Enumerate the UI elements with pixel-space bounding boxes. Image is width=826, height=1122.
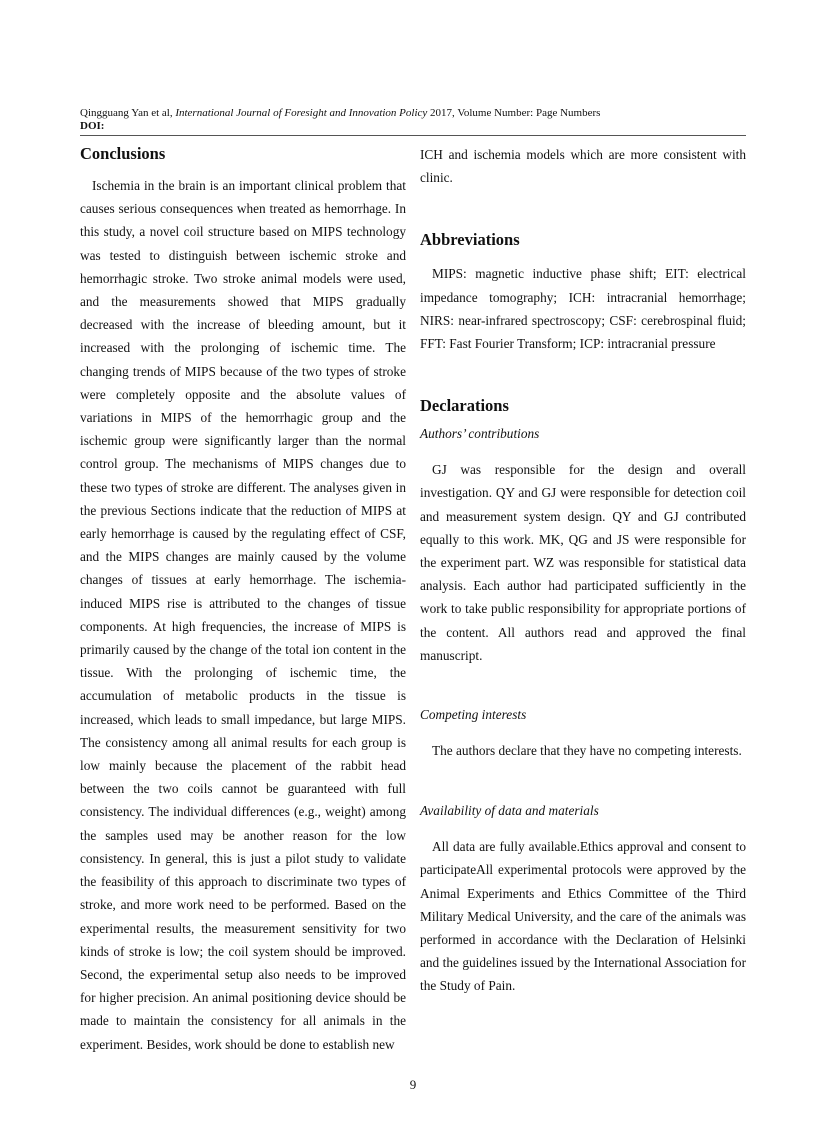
conclusions-continuation: ICH and ischemia models which are more consistent with clinic. bbox=[420, 147, 746, 186]
conclusions-heading: Conclusions bbox=[80, 144, 166, 163]
header-authors: Qingguang Yan et al, bbox=[80, 107, 173, 119]
competing-subheading: Competing interests bbox=[420, 707, 527, 723]
availability-subheading: Availability of data and materials bbox=[420, 803, 599, 819]
abbreviations-text: MIPS: magnetic inductive phase shift; EIT: electrical impedance tomography; ICH: intracranial hemorrhage; NIRS: near-infrared spectroscopy; CSF: cerebrospinal fluid; FFT: Fast Fourier Transform; ICP: intracranial pressure bbox=[420, 266, 746, 352]
contributions-text: GJ was responsible for the design and overall investigation. QY and GJ were responsible for detection coil and measurement system design. QY and GJ contributed equally to this work. MK, QG and JS were responsible for the experiment part. WZ was responsible for statistical data analysis. Each author had participated sufficiently in the work to take public responsibility for appropriate portions of the content. All authors read and approved the final manuscript. bbox=[420, 462, 746, 663]
declarations-heading: Declarations bbox=[420, 396, 509, 416]
availability-text: All data are fully available.Ethics approval and consent to participateAll experimental protocols were approved by the Animal Experiments and Ethics Committee of the Third Military Medical University, and the care of the animals was performed in accordance with the Declaration of Helsinki and the guidelines issued by the International Association for the Study of Pain. bbox=[420, 839, 746, 994]
competing-text: The authors declare that they have no competing interests. bbox=[432, 743, 742, 759]
citation-line bbox=[80, 107, 746, 120]
running-header bbox=[80, 107, 746, 133]
page-number: 9 bbox=[409, 1077, 417, 1092]
header-doi: DOI: bbox=[80, 120, 105, 132]
header-details: 2017, Volume Number: Page Numbers bbox=[430, 107, 601, 119]
header-journal: International Journal of Foresight and Innovation Policy bbox=[175, 107, 428, 119]
conclusions-paragraph: Ischemia in the brain is an important clinical problem that causes serious consequences when treated as hemorrhage. In this study, a novel coil structure based on MIPS technology was tested to distinguish between ischemic stroke and hemorrhagic stroke. Two stroke animal models were used, and the measurements showed that MIPS gradually decreased with the increase of bleeding amount, but it increased with the prolonging of ischemic time. The changing trends of MIPS because of the two types of stroke were completely opposite and the absolute values of variations in MIPS of the hemorrhagic group and the ischemic group were significantly larger than the normal control group. The mechanisms of MIPS changes due to these two types of stroke are different. The analyses given in the previous Sections indicate that the reduction of MIPS at early hemorrhage is caused by the regulating effect of CSF, and the MIPS changes are mainly caused by the volume changes of tissues at early hemorrhage. The ischemia-induced MIPS rise is attributed to the changes of tissue components. At high frequencies, the increase of MIPS is primarily caused by the change of the total ion content in the tissue. With the prolonging of ischemic time, the accumulation of metabolic products in the tissue is increased, which leads to small impedance, but large MIPS. The consistency among all animal results for each group is low mainly because the placement of the rabbit head between the two coils cannot be guaranteed with full consistency. The individual differences (e.g., weight) among the samples used may be another reason for the low consistency. In general, this is just a pilot study to validate the feasibility of this approach to discriminate two types of stroke, and more work need to be performed. Based on the experimental results, the measurement sensitivity for two kinds of stroke is low; the coil system should be improved. Second, the experimental setup also needs to be improved for higher precision. An animal positioning device should be made to maintain the consistency for all animals in the experiment. Besides, work should be done to establish new bbox=[80, 178, 406, 1052]
header-rule bbox=[80, 135, 746, 136]
abbreviations-heading: Abbreviations bbox=[420, 230, 520, 250]
right-column bbox=[420, 143, 746, 998]
left-column bbox=[80, 143, 406, 1056]
contributions-subheading: Authors’ contributions bbox=[420, 426, 540, 442]
